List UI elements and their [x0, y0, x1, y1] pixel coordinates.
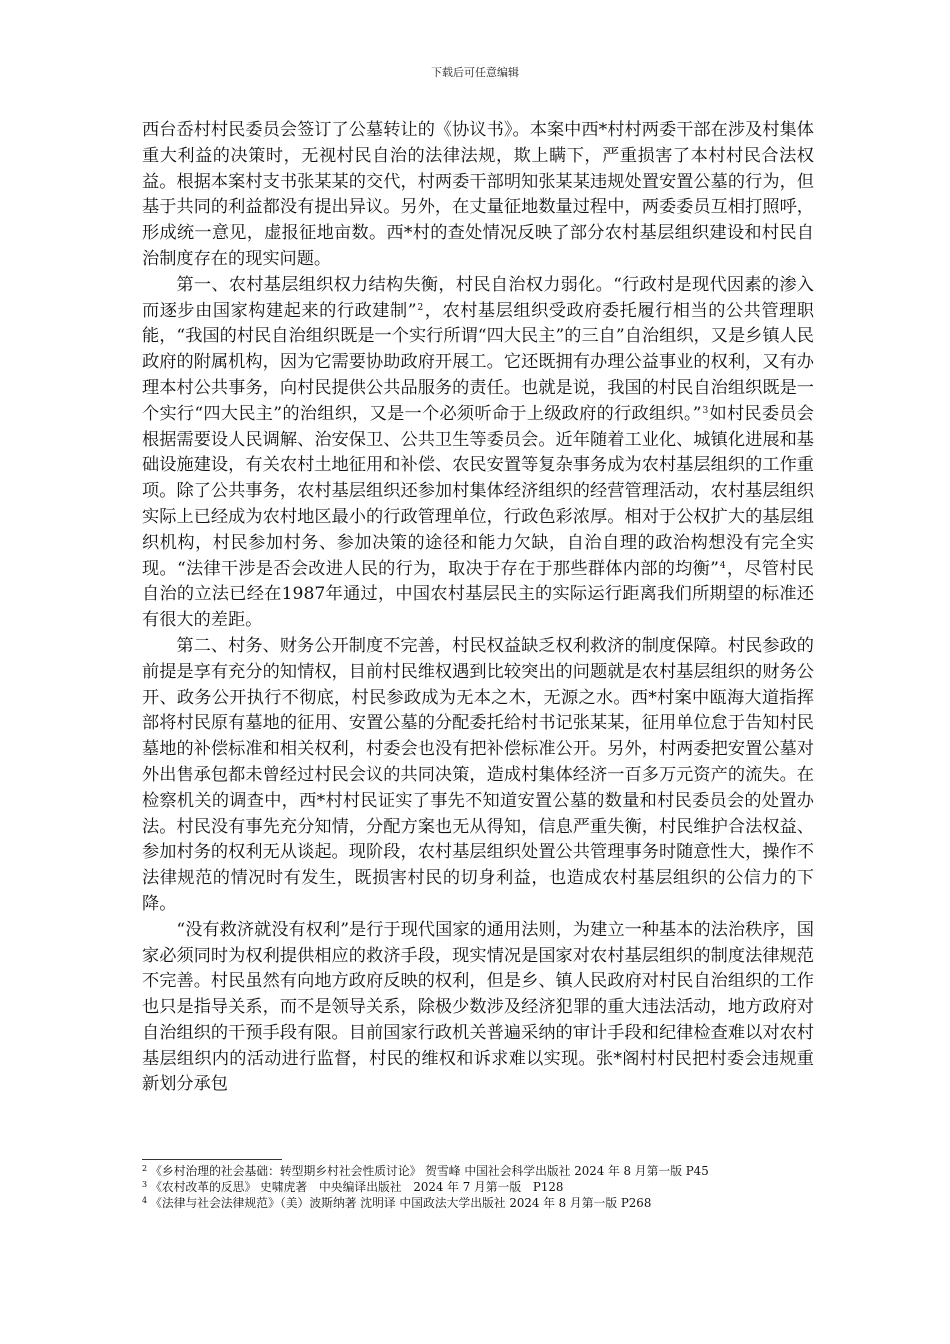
footnote-3 — [142, 1179, 814, 1195]
body-text — [142, 118, 814, 1098]
paragraph-2-text-d: ，尽管村民自治的立法已经在1987年通过，中国农村基层民主的实际运行距离我们所期望的标准还有很大的差距。 — [142, 558, 814, 631]
page-header: 下载后可任意编辑 — [431, 66, 519, 79]
paragraph-2-text-b: ，农村基层组织受政府委托履行相当的公共管理职能，“我国的村民自治组织既是一个实行所谓“四大民主”的三自”自治组织，又是乡镇人民政府的附属机构，因为它需要协助政府开展工。它还既拥有办理公益事业的权利，又有办理本村公共事务，向村民提供公共品服务的责任。也就是说，我国的村民自治组织既是一个实行“四大民主”的治组织，又是一个必须听命于上级政府的行政组织。” — [142, 300, 814, 424]
footnotes — [142, 1163, 814, 1211]
footnote-4 — [142, 1195, 814, 1211]
footnote-separator — [142, 1159, 282, 1160]
paragraph-2 — [142, 273, 814, 634]
footnote-number: 4 — [142, 1196, 148, 1205]
footnote-text: 《法律与社会法律规范》（美）波斯纳著 沈明译 中国政法大学出版社 2024 年 8 月第一版 P268 — [150, 1196, 652, 1210]
footnote-number: 2 — [142, 1164, 148, 1173]
paragraph-1: 西台岙村村民委员会签订了公墓转让的《协议书》。本案中西*村村两委干部在涉及村集体重大利益的决策时，无视村民自治的法律法规，欺上瞒下，严重损害了本村村民合法权益。根据本案村支书张某某的交代，村两委干部明知张某某违规处置安置公墓的行为，但基于共同的利益都没有提出异议。另外，在丈量征地数量过程中，两委委员互相打照呼，形成统一意见，虚报征地亩数。西*村的查处情况反映了部分农村基层组织建设和村民自治制度存在的现实问题。 — [142, 120, 814, 269]
footnote-number: 3 — [142, 1180, 148, 1189]
footnote-text: 《农村改革的反思》 史啸虎著 中央编译出版社 2024 年 7 月第一版 P128 — [150, 1180, 564, 1194]
footnote-2 — [142, 1163, 814, 1179]
paragraph-2-text-a: 第一、农村基层组织权力结构失衡，村民自治权力弱化。“行政村是现代因素的渗入而逐步由国家构建起来的行政建制” — [142, 274, 814, 321]
footnote-ref-3: 3 — [702, 405, 709, 416]
paragraph-3: 第二、村务、财务公开制度不完善，村民权益缺乏权利救济的制度保障。村民参政的前提是享有充分的知情权，目前村民维权遇到比较突出的问题就是农村基层组织的财务公开、政务公开执行不彻底，村民参政成为无本之木，无源之水。西*村案中瓯海大道指挥部将村民原有墓地的征用、安置公墓的分配委托给村书记张某某，征用单位怠于告知村民墓地的补偿标准和相关权利，村委会也没有把补偿标准公开。另外，村两委把安置公墓对外出售承包都未曾经过村民会议的共同决策，造成村集体经济一百多万元资产的流失。在检察机关的调查中，西*村村民证实了事先不知道安置公墓的数量和村民委员会的处置办法。村民没有事先充分知情，分配方案也无从得知，信息严重失衡，村民维护合法权益、参加村务的权利无从谈起。现阶段，农村基层组织处置公共管理事务时随意性大，操作不法律规范的情况时有发生，既损害村民的切身利益，也造成农村基层组织的公信力的下降。 — [142, 635, 814, 914]
paragraph-2-text-c: 如村民委员会根据需要设人民调解、治安保卫、公共卫生等委员会。近年随着工业化、城镇化进展和基础设施建设，有关农村土地征用和补偿、农民安置等复杂事务成为农村基层组织的工作重项。除了公共事务，农村基层组织还参加村集体经济组织的经营管理活动，农村基层组织实际上已经成为农村地区最小的行政管理单位，行政色彩浓厚。相对于公权扩大的基层组织机构，村民参加村务、参加决策的途径和能力欠缺，自治自理的政治构想没有完全实现。“法律干涉是否会改进人民的行为，取决于存在于那些群体内部的均衡” — [142, 403, 814, 579]
footnote-ref-4: 4 — [719, 560, 726, 571]
footnote-ref-2: 2 — [417, 302, 424, 313]
paragraph-4: “没有救济就没有权利”是行于现代国家的通用法则，为建立一种基本的法治秩序，国家必须同时为权利提供相应的救济手段，现实情况是国家对农村基层组织的制度法律规范不完善。村民虽然有向地方政府反映的权利，但是乡、镇人民政府对村民自治组织的工作也只是指导关系，而不是领导关系，除极少数涉及经济犯罪的重大违法活动，地方政府对自治组织的干预手段有限。目前国家行政机关普遍采纳的审计手段和纪律检查难以对农村基层组织内的活动进行监督，村民的维权和诉求难以实现。张*阁村村民把村委会违规重新划分承包 — [142, 919, 814, 1095]
footnote-text: 《乡村治理的社会基础：转型期乡村社会性质讨论》 贺雪峰 中国社会科学出版社 2024 年 8 月第一版 P45 — [150, 1164, 709, 1178]
